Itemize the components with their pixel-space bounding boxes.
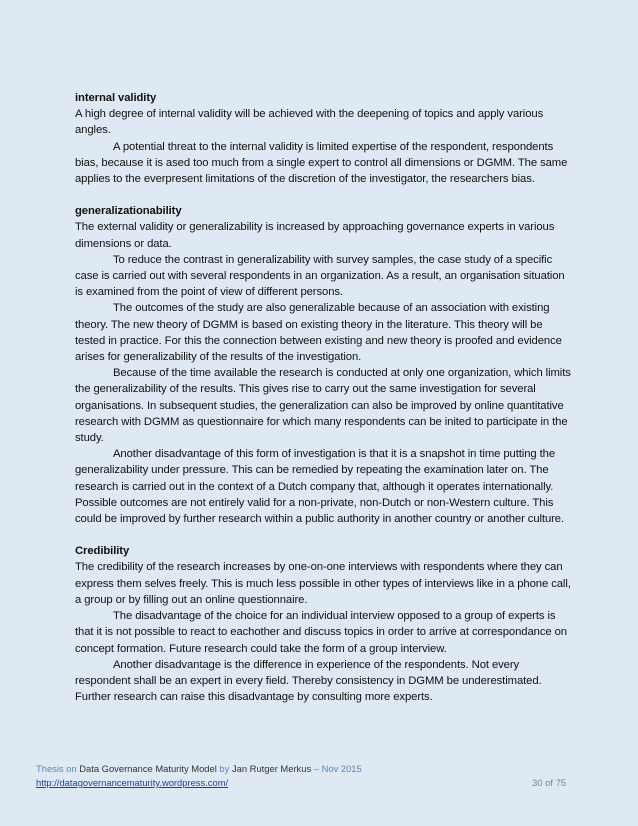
paragraph: The credibility of the research increases by one-on-one interviews with respondents where they can express them selves freely. This is much less possible in other types of interviews like in a phone call, a group or by filling out an online questionnaire. [75, 561, 571, 606]
footer-prefix: Thesis on [36, 763, 80, 774]
page-footer [36, 762, 566, 790]
footer-row [36, 776, 566, 790]
paragraph: The external validity or generalizability is increased by approaching governance experts in various dimensions or data. [75, 221, 555, 250]
paragraph: The disadvantage of the choice for an individual interview opposed to a group of experts is that it is not possible to react to eachother and discuss topics in order to arrive at correspondance on concept formation. Future research could take the form of a group interview. [75, 610, 567, 655]
footer-by: by [216, 763, 232, 774]
section-credibility [75, 543, 571, 705]
footer-date: – Nov 2015 [311, 763, 362, 774]
paragraph: To reduce the contrast in generalizability with survey samples, the case study of a specific case is carried out with several respondents in an organization. As a result, an organisation situation is examined from the point of view of different persons. [75, 253, 565, 299]
footer-title: Data Governance Maturity Model [79, 763, 217, 774]
footer-url-link[interactable]: http://datagovernancematurity.wordpress.com/ [36, 777, 229, 788]
paragraph: Another disadvantage of this form of investigation is that it is a snapshot in time putting the generalizability under pressure. This can be remedied by repeating the examination later on. The research is carried out in the context of a Dutch company that, although it operates internationally. Possible outcomes are not entirely valid for a non-private, non-Dutch or non-Western culture. This could be improved by further research within a public authority in another country or another culture. [75, 448, 565, 526]
section-internal-validity [75, 90, 571, 187]
paragraph: The outcomes of the study are also generalizable because of an association with existing theory. The new theory of DGMM is based on existing theory in the literature. This theory will be tested in practice. For this the connection between existing and new theory is proofed and evidence arises for generalizability of the results of the investigation. [75, 302, 562, 364]
footer-citation [36, 762, 566, 776]
section-generalizationability [75, 203, 571, 527]
paragraph: Another disadvantage is the difference in experience of the respondents. Not every respondent shall be an expert in every field. Thereby consistency in DGMM be underestimated. Further research can raise this disadvantage by consulting more experts. [75, 658, 542, 704]
section-heading: generalizationability [75, 205, 182, 218]
paragraph: Because of the time available the research is conducted at only one organization, which limits the generalizability of the results. This gives rise to carry out the same investigation for several organisations. In subsequent studies, the generalization can also be improved by online quantitative research with DGMM as questionnaire for which many respondents can be inited to participate in the study. [75, 367, 571, 445]
page-number: 30 of 75 [532, 777, 566, 788]
paragraph: A potential threat to the internal validity is limited expertise of the respondent, respondents bias, because it is ased too much from a single expert to control all dimensions or DGMM. The same applies to the everpresent limitations of the discretion of the investigator, the researchers bias. [75, 140, 568, 186]
footer-author: Jan Rutger Merkus [231, 763, 312, 774]
section-heading: Credibility [75, 545, 130, 558]
document-body [75, 90, 571, 721]
paragraph: A high degree of internal validity will be achieved with the deepening of topics and apply various angles. [75, 108, 544, 137]
section-heading: internal validity [75, 92, 157, 104]
